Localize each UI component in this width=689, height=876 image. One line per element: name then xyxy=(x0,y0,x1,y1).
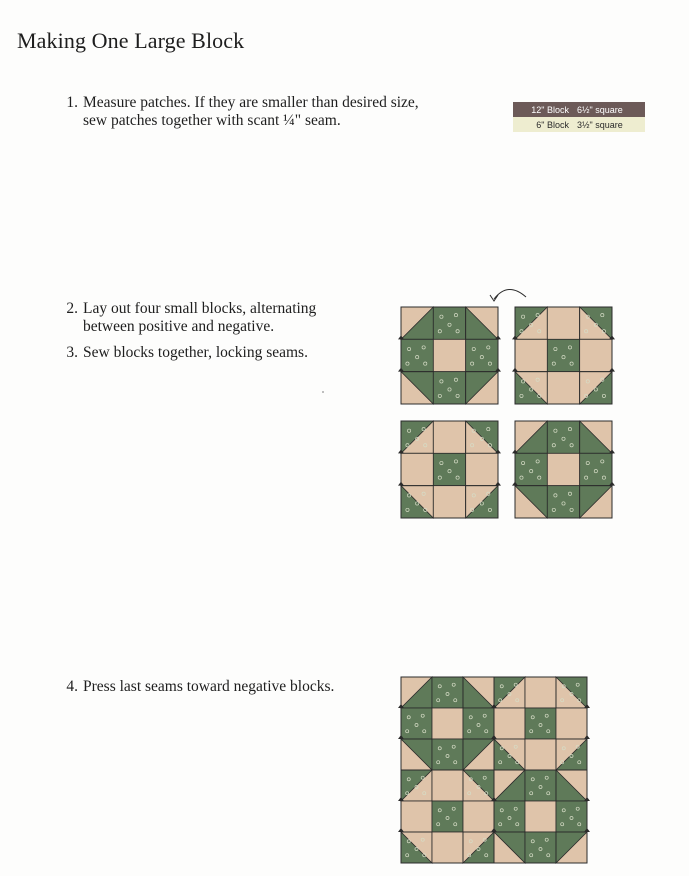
small-block-negative xyxy=(401,421,498,518)
curved-arrow-icon xyxy=(486,283,536,307)
patch-size: 3½" square xyxy=(577,119,623,130)
large-block xyxy=(401,677,587,863)
step-number: 1. xyxy=(66,94,78,111)
size-row-6 xyxy=(513,117,645,132)
block-label: 6" Block xyxy=(536,119,569,130)
size-row-12 xyxy=(513,102,645,117)
page-title: Making One Large Block xyxy=(17,28,245,53)
small-block-positive xyxy=(515,421,612,518)
step-1 xyxy=(58,94,419,129)
step-text-line: Press last seams toward negative blocks. xyxy=(83,678,335,695)
step-text-line: Measure patches. If they are smaller than desired size, xyxy=(83,94,419,111)
step-text-line: Lay out four small blocks, alternating xyxy=(83,300,317,317)
step-text-line: between positive and negative. xyxy=(83,318,275,335)
patch-size: 6½" square xyxy=(577,104,623,115)
step-text-line: Sew blocks together, locking seams. xyxy=(83,344,308,361)
step-number: 2. xyxy=(66,300,78,317)
step-number: 4. xyxy=(66,678,78,695)
small-block-negative xyxy=(515,307,612,404)
step-text-line: sew patches together with scant ¼" seam. xyxy=(83,112,341,129)
speck xyxy=(322,391,324,393)
step-number: 3. xyxy=(66,344,78,361)
small-block-positive xyxy=(401,307,498,404)
block-size-table xyxy=(513,102,645,132)
block-label: 12" Block xyxy=(531,104,569,115)
